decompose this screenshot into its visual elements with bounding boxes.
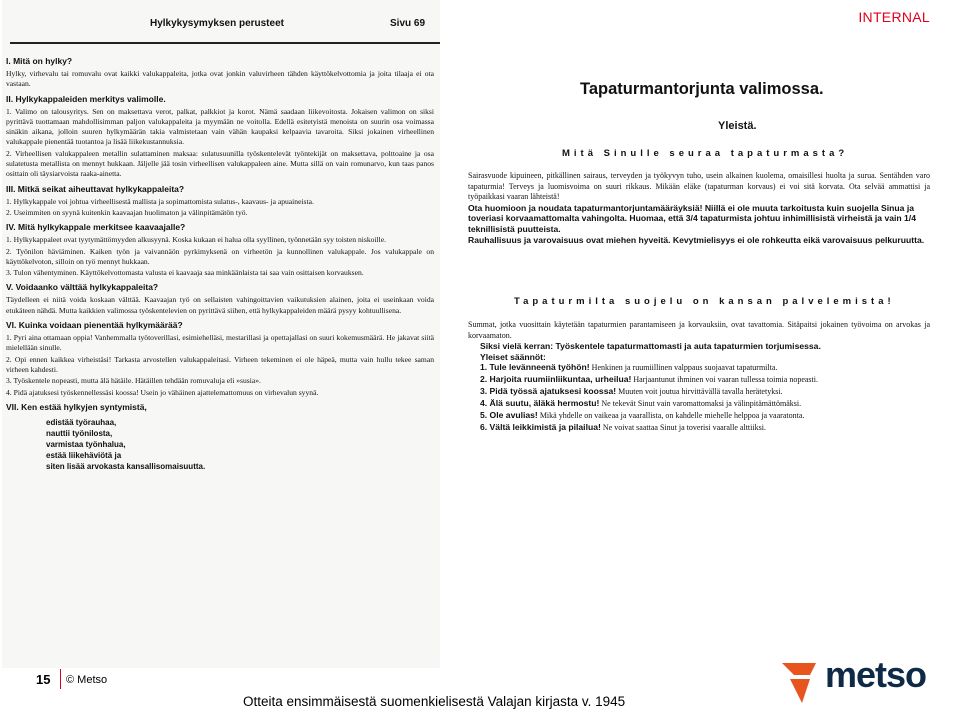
section: [6, 94, 434, 180]
rules-block: [468, 320, 930, 434]
rule-text: Mikä yhdelle on vaikeaa ja vaarallista, on kahdelle miehelle helppoa ja vaaratonta.: [537, 411, 805, 420]
page-subtitle: Yleistä.: [718, 120, 757, 132]
rule-text: Ne voivat saattaa Sinut ja toverisi vaaralle alttiiksi.: [600, 422, 766, 432]
general-rules-list: [480, 362, 930, 433]
closing-line: siten lisää arvokasta kansallisomaisuutta.: [46, 461, 206, 471]
safety-instructions-paragraph: Ota huomioon ja noudata tapaturmantorjuntamääräyksiä! Niillä ei ole muuta tarkoitusta kuin suojella Sinua ja toveriasi korvaamattomalta vahingolta. Huomaa, että 3/4 tapaturmista johtuu inhimillisistä virheistä ja vain 1/4 teknillisistä puutteista.: [468, 202, 916, 234]
rule-item: [480, 374, 930, 386]
section-paragraph: 1. Pyri aina ottamaan oppia! Vanhemmalla työtoverillasi, esimiehelläsi, mestarillasi ja opettajallasi on suuri kokemusmäärä. He jakavat siitä mielellään sinulle.: [6, 333, 434, 353]
rule-item: [480, 362, 930, 374]
section: [6, 320, 434, 398]
closing-list: [46, 417, 434, 472]
rule-text: Muuten voit joutua hirvittävällä tavalla herätetyksi.: [616, 387, 783, 397]
section-paragraph: Täydelleen ei niitä voida koskaan välttää. Kaavaajan työ on sellaisten vahingoittavien vaikutuksien alainen, joita ei useinkaan voida etukäteen nähdä. Mutta kaikkien valimossa työskentelevien on pyrittävä siihen, että hylkykappaleiden määrä pysyy kohtuullisena.: [6, 295, 434, 315]
page-header: [2, 4, 440, 44]
section-paragraph: 1. Hylkykappaleet ovat tyytymättömyyden alkusyynä. Koska kukaan ei halua olla syyllinen, työnnetään syy toisten niskoille.: [6, 235, 387, 245]
section: [6, 56, 434, 90]
closing-line: estää liikehäviötä ja: [46, 450, 122, 460]
section-paragraph: 1. Hylkykappale voi johtua virheellisestä mallista ja sopimattomista sulatus-, kaavaus- ja apuaineista.: [6, 196, 314, 206]
section: [6, 222, 434, 278]
slide-number: 15: [36, 672, 51, 687]
section-paragraph: 2. Työnilon häviäminen. Kaiken työn ja vaivannäön pyrkimyksenä on virheetön ja kunnollinen valukappale. Jos valukappale on käyttökelvoton, silloin on työ mennyt hukkaan.: [6, 246, 434, 266]
closing-line: edistää työrauhaa,: [46, 417, 117, 427]
section-heading: VII. Ken estää hylkyjen syntymistä,: [6, 401, 147, 412]
right-scanned-page: [464, 80, 944, 450]
spaced-heading-consequences: Mitä Sinulle seuraa tapaturmasta?: [562, 148, 849, 159]
closing-line: varmistaa työnhalua,: [46, 439, 126, 449]
rule-lead: 4. Älä suutu, äläkä hermostu!: [480, 398, 600, 409]
section-heading: I. Mitä on hylky?: [6, 56, 73, 66]
section-paragraph: 2. Useimmiten on syynä kuitenkin kaavaajan huolimaton ja välinpitämätön työ.: [6, 207, 248, 217]
section-heading: IV. Mitä hylkykappale merkitsee kaavaajalle?: [6, 222, 186, 233]
page-title: Tapaturmantorjunta valimossa.: [580, 80, 824, 98]
metso-logo-icon: [780, 659, 826, 705]
left-page-body: [6, 56, 434, 472]
section: [6, 402, 434, 413]
rule-lead: 2. Harjoita ruumiinliikuntaa, urheilua!: [480, 374, 632, 385]
intro-block: [468, 171, 930, 245]
copyright-notice: © Metso: [66, 674, 108, 686]
page-header-number: Sivu 69: [390, 18, 426, 29]
metso-logo-wordmark: metso: [825, 654, 927, 695]
section: [6, 282, 434, 316]
section-heading: II. Hylkykappaleiden merkitys valimolle.: [6, 93, 166, 104]
classification-label: INTERNAL: [858, 9, 930, 25]
metso-logo: [780, 654, 936, 705]
rule-item: [480, 422, 930, 434]
section-heading: V. Voidaanko välttää hylkykappaleita?: [6, 282, 159, 293]
section-paragraph: 2. Opi ennen kaikkea virheistäsi! Tarkasta arvostellen valukappaleitasi. Virheen tekeminen ei ole häpeä, mutta vain hullu tekee saman virheen kahdesti.: [6, 354, 434, 374]
rule-text: Ne tekevät Sinut vain varomattomaksi ja välinpitämättömäksi.: [599, 399, 802, 409]
page-header-title: Hylkykysymyksen perusteet: [150, 18, 284, 29]
section-paragraph: 3. Tulon vähentyminen. Käyttökelvottomasta valusta ei kaavaaja saa minkäänlaista tai saa vain osittaisen korvauksen.: [6, 268, 364, 278]
section-paragraph: 4. Pidä ajatuksesi työskennellessäsi koossa! Usein jo vähäinen ajattelemattomuus on virhevalun syynä.: [6, 387, 319, 397]
header-divider: [10, 42, 440, 44]
section-paragraph: 3. Työskentele nopeasti, mutta älä hätäile. Hätäillen tehdään romuvaluja eli »susia».: [6, 376, 261, 386]
rule-text: Harjaantunut ihminen voi vaaran tullessa toimia nopeasti.: [631, 375, 818, 385]
rule-lead: 3. Pidä työssä ajatuksesi koossa!: [480, 386, 617, 397]
slide-caption: Otteita ensimmäisestä suomenkielisestä Valajan kirjasta v. 1945: [243, 694, 626, 709]
closing-line: nauttii työnilosta,: [46, 428, 113, 438]
rule-item: [480, 386, 930, 398]
rule-lead: 1. Tule levänneenä työhön!: [480, 362, 590, 373]
section-paragraph: 2. Virheellisen valukappaleen metallin sulattaminen maksaa: sulatusuunilla työskentelevät työntekijät on maksettava, polttoaine ja osa sulatetusta metallista on mennyt hukkaan. Jäljelle jää tosin virheellisen valukappaleen aine. Mutta sillä on vain romunarvo, kun taas panos osittain oli täysiarvoista raaka-ainetta.: [6, 148, 434, 179]
left-scanned-page: [2, 0, 440, 668]
section: [6, 184, 434, 219]
rules-heading: Yleiset säännöt:: [480, 351, 546, 362]
footer-divider: [60, 669, 61, 689]
section-paragraph: Hylky, virhevalu tai romuvalu ovat kaikki valukappaleita, jotka ovat jonkin valuvirheen tähden käyttökelvottomia ja joita tilaaja ei ota vastaan.: [6, 69, 434, 89]
intro-paragraph: Sairasvuode kipuineen, pitkällinen sairaus, terveyden ja työkyvyn tuho, usein alkainen kuolema, omaisillesi huolta ja surua. Sentähden varo tapaturmia! Terveys ja luomisvoima on suuri rikkaus. Mikään eläke (tapaturman korvaus) ei voi sitä korvata. Ota selvää ammattisi ja työpaikkasi vaaran lähteistä!: [468, 171, 930, 202]
rule-text: Henkinen ja ruumiillinen valppaus suojaavat tapaturmilta.: [589, 363, 778, 373]
rule-lead: 5. Ole avulias!: [480, 410, 538, 420]
costs-paragraph: Summat, jotka vuosittain käytetään tapaturmien parantamiseen ja korvauksiin, ovat tavattomia. Sitäpaitsi jokainen työvoima on arvokas ja korvaamaton.: [468, 320, 930, 340]
section-heading: VI. Kuinka voidaan pienentää hylkymäärää?: [6, 320, 183, 331]
rule-item: [480, 398, 930, 410]
section-paragraph: 1. Valimo on talousyritys. Sen on maksettava verot, palkat, palkkiot ja korot. Nämä saadaan liikevoitosta. Jokaisen valimon on siksi pyrittävä tuottamaan mahdollisimman paljon valukappaleita ja myymään ne voitolla. Edellä esitetyistä menoista on suurin osa voimassa sinäkin aikana, jolloin suuren hylkymäärän takia valmistetaan vain vähän kaupaksi kelpaavia tavaroita. Siksi jokainen virheellinen valukappale pienentää tuotantoa ja lisää liikekustannuksia.: [6, 106, 434, 147]
rule-lead: 6. Vältä leikkimistä ja pilailua!: [480, 421, 601, 432]
spaced-heading-public-service: Tapaturmilta suojelu on kansan palvelemista!: [514, 296, 895, 307]
rule-item: [480, 410, 930, 422]
once-more-paragraph: Siksi vielä kerran: Työskentele tapaturmattomasti ja auta tapaturmien torjumisessa.: [480, 341, 821, 352]
virtues-paragraph: Rauhallisuus ja varovaisuus ovat miehen hyveitä. Kevytmielisyys ei ole rohkeutta eikä varovaisuus pelkuruutta.: [468, 234, 925, 245]
section-heading: III. Mitkä seikat aiheuttavat hylkykappaleita?: [6, 183, 185, 194]
